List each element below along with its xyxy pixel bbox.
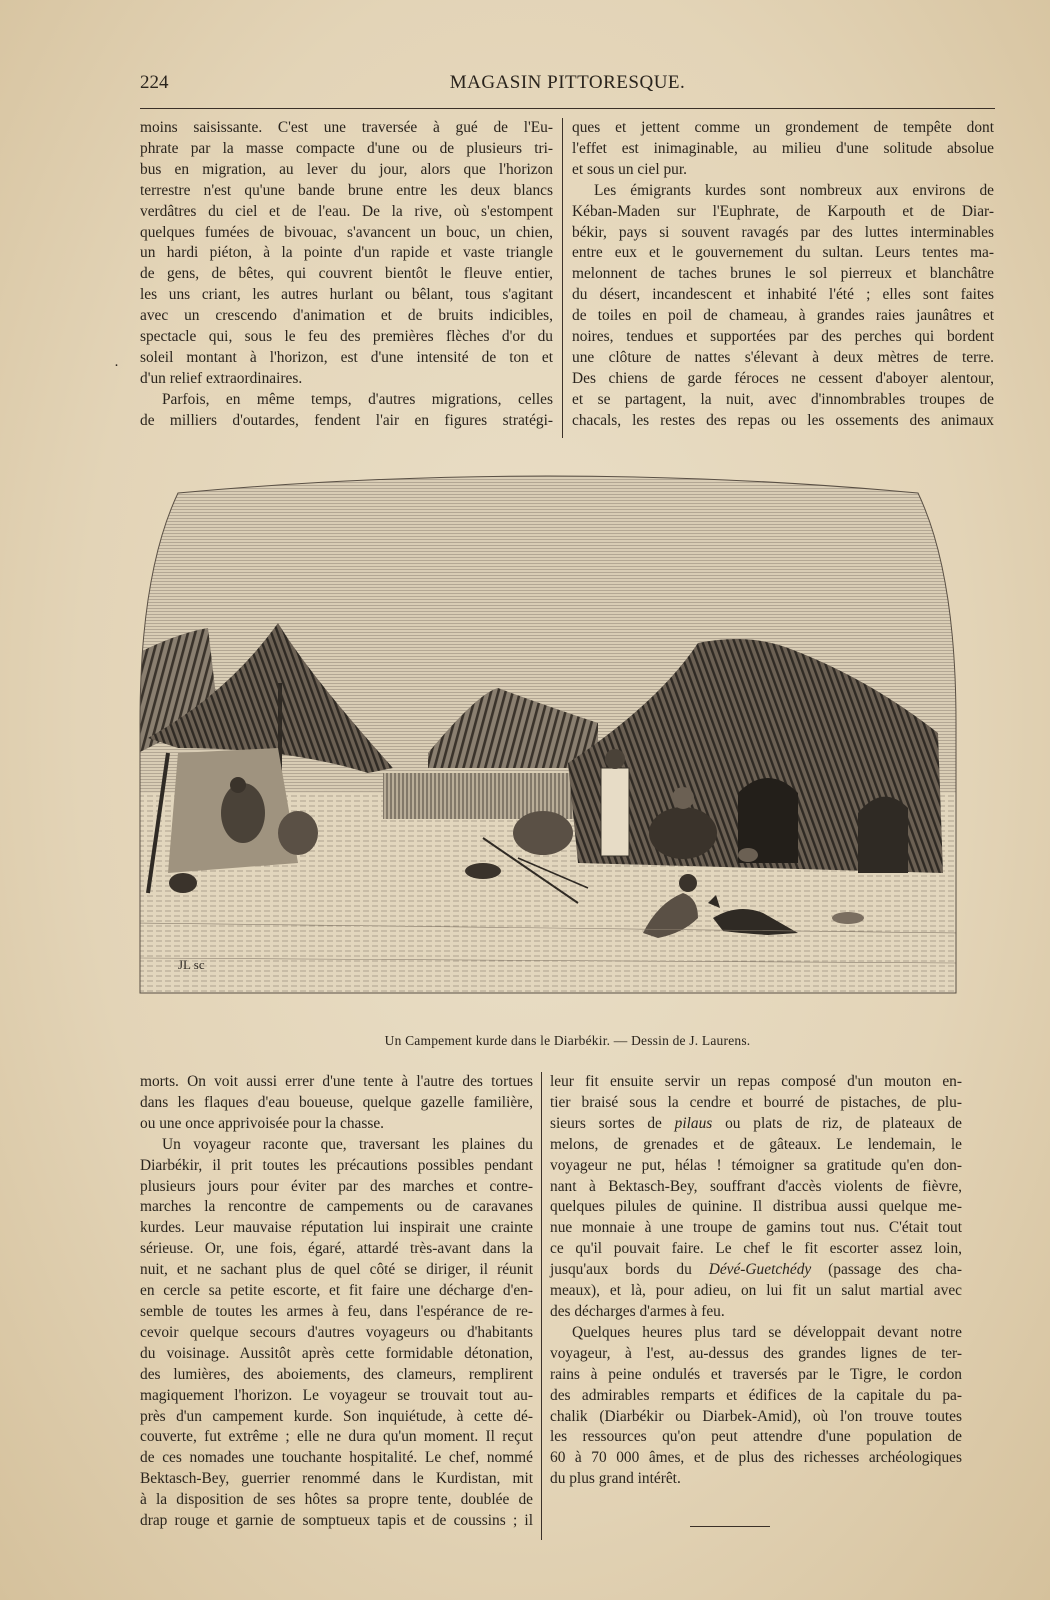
text-line: du voisinage. Aussitôt après cette formidable détonation, <box>140 1344 533 1362</box>
text-line: melons, de grenades et de gâteaux. Le lendemain, le <box>550 1135 962 1153</box>
text-line <box>550 1260 962 1281</box>
text-line: Les émigrants kurdes sont nombreux aux environs de <box>594 181 994 199</box>
text-run: ou plats de riz, de plateaux de <box>712 1114 962 1132</box>
text-line: Parfois, en même temps, d'autres migrations, celles <box>162 390 553 408</box>
text-line: des lumières, des aboiements, des clameurs, remplirent <box>140 1365 533 1383</box>
text-line: près d'un campement kurde. Son inquiétude, à cette dé- <box>140 1407 533 1425</box>
text-line: magiquement l'horizon. Le voyageur se trouvait tout au- <box>140 1386 533 1404</box>
text-line: nant à Bektasch-Bey, souffrant d'accès violents de fièvre, <box>550 1177 962 1195</box>
column-bottom-right <box>550 1072 962 1490</box>
text-line: à la disposition de ses hôtes sa propre tente, doublée de <box>140 1491 533 1509</box>
text-line: voyageur ne put, hélas ! témoigner sa gratitude qu'en don- <box>550 1156 962 1174</box>
text-line: avec un crescendo d'animation et de bruits indicibles, <box>140 307 553 325</box>
text-line: Diarbékir, il prit toutes les précautions possibles pendant <box>140 1156 533 1174</box>
text-line: nue monnaie à une troupe de gamins tout nus. C'était tout <box>550 1219 962 1237</box>
text-line: du désert, incandescent et inhabité l'été ; elles sont faites <box>572 286 994 304</box>
text-line: ou une once apprivoisée pour la chasse. <box>140 1114 385 1132</box>
text-line: de milliers d'outardes, fendent l'air en figures stratégi- <box>140 411 553 429</box>
text-line: verdâtres du ciel et de l'eau. De la rive, où s'estompent <box>140 202 553 220</box>
text-run: sieurs sortes de <box>550 1114 675 1132</box>
text-line: des décharges d'armes à feu. <box>550 1302 725 1320</box>
text-line: des admirables remparts et édifices de la capitale du pa- <box>550 1386 962 1404</box>
text-line <box>550 1114 962 1135</box>
text-line: cevoir quelque secours d'autres voyageurs ou d'habitants <box>140 1323 533 1341</box>
text-line: d'un relief extraordinaires. <box>140 369 303 387</box>
text-line: les uns criant, les autres hurlant ou bêlant, tous s'agitant <box>140 286 553 304</box>
text-line: de toiles en poil de chameau, à grandes raies jaunâtres et <box>572 307 994 325</box>
text-line: Bektasch-Bey, guerrier renommé dans le Kurdistan, mit <box>140 1470 533 1488</box>
text-line: noires, tendues et supportées par des perches qui bordent <box>572 328 994 346</box>
text-line: quelques pilules de quinine. Il distribua aussi quelque me- <box>550 1198 962 1216</box>
text-run-italic: pilaus <box>674 1114 713 1132</box>
text-line: terrestre n'est qu'une bande brune entre les deux blancs <box>140 181 553 199</box>
text-line: et sous un ciel pur. <box>572 160 687 178</box>
page-number: 224 <box>140 72 169 93</box>
text-line: Un voyageur raconte que, traversant les plaines du <box>162 1135 533 1153</box>
text-line: entre eux et le gouvernement du sultan. Leurs tentes ma- <box>572 244 994 262</box>
text-line: drap rouge et garnie de somptueux tapis et de coussins ; il <box>140 1512 533 1530</box>
text-line: nuit, et ne sachant plus de quel côté se diriger, il réunit <box>140 1261 533 1279</box>
text-line: melonnent de taches brunes le sol pierreux et blanchâtre <box>572 265 994 283</box>
text-line: chalik (Diarbékir ou Diarbek-Amid), où l'on trouve toutes <box>550 1407 962 1425</box>
text-line: les ressources qu'on peut attendre d'une population de <box>550 1428 962 1446</box>
text-line: spectacle qui, sous le feu des premières flèches d'or du <box>140 328 553 346</box>
text-line: Des chiens de garde féroces ne cessent d'aboyer alentour, <box>572 369 994 387</box>
text-line: soleil montant à l'horizon, est d'une intensité de ton et <box>140 348 553 366</box>
engraving-illustration <box>138 463 958 1011</box>
text-line: sérieuse. Or, une fois, égaré, attardé très-avant dans la <box>140 1240 533 1258</box>
text-line: leur fit ensuite servir un repas composé d'un mouton en- <box>550 1073 962 1090</box>
text-line: chacals, les restes des repas ou les ossements des animaux <box>572 411 994 429</box>
engraver-signature: JL sc <box>178 957 205 972</box>
text-line: phrate par la masse compacte d'une ou de plusieurs tri- <box>140 139 553 157</box>
column-divider <box>562 118 563 438</box>
column-top-left <box>140 118 553 432</box>
text-line: en cercle sa petite escorte, et fit faire une décharge d'en- <box>140 1282 533 1300</box>
text-line: du plus grand intérêt. <box>550 1470 681 1488</box>
text-line: kurdes. Leur mauvaise réputation lui inspirait une crainte <box>140 1219 533 1237</box>
text-line: rains à peine ondulés et traversés par le Tigre, le cordon <box>550 1365 962 1383</box>
text-line: de ces nomades une touchante hospitalité. Le chef, nommé <box>140 1449 533 1467</box>
text-line: quelques fumées de bivouac, s'avancent un bouc, un chien, <box>140 223 553 241</box>
text-line: ce qu'il pouvait faire. Le chef le fit escorter assez loin, <box>550 1240 962 1258</box>
text-run: jusqu'aux bords du <box>550 1261 709 1279</box>
figure-caption: Un Campement kurde dans le Diarbékir. — Dessin de J. Laurens. <box>384 1033 751 1048</box>
column-top-right <box>572 118 994 432</box>
text-line: et se partagent, la nuit, avec d'innombrables troupes de <box>572 390 994 408</box>
text-line: semble de toutes les armes à feu, dans l'espérance de re- <box>140 1302 533 1320</box>
header-rule <box>140 108 995 109</box>
text-line: morts. On voit aussi errer d'une tente à l'autre des tortues <box>140 1073 533 1090</box>
text-line: un hardi piéton, à la pointe d'un rapide et vaste triangle <box>140 244 553 262</box>
text-run: (passage des cha- <box>811 1261 962 1279</box>
text-line: Kéban-Maden sur l'Euphrate, de Karpouth et de Diar- <box>572 202 994 220</box>
text-line: une clôture de nattes s'élevant à deux mètres de terre. <box>572 348 994 366</box>
article-end-rule <box>690 1526 770 1527</box>
kurdish-camp-engraving <box>138 463 958 1011</box>
text-line: plusieurs jours pour éviter par des marches et contre- <box>140 1177 533 1195</box>
text-line: l'effet est inimaginable, au milieu d'une solitude absolue <box>572 139 994 157</box>
text-line: Quelques heures plus tard se développait devant notre <box>572 1323 962 1341</box>
text-line: békir, pays si souvent ravagés par des luttes interminables <box>572 223 994 241</box>
text-line: moins saisissante. C'est une traversée à gué de l'Eu- <box>140 119 553 136</box>
text-line: marches la rencontre de campements ou de caravanes <box>140 1198 533 1216</box>
text-line: couverte, fut extrême ; elle ne dura qu'un moment. Il reçut <box>140 1428 533 1446</box>
text-line: voyageur, à l'est, au-dessus des grandes lignes de ter- <box>550 1344 962 1362</box>
column-bottom-left <box>140 1072 533 1532</box>
text-run-italic: Dévé-Guetchédy <box>708 1261 812 1279</box>
text-line: tier braisé sous la cendre et bourré de pistaches, de plu- <box>550 1093 962 1111</box>
text-line: de gens, de bêtes, qui couvrent bientôt le fleuve entier, <box>140 265 553 283</box>
running-title: MAGASIN PITTORESQUE. <box>449 72 686 93</box>
text-line: dans les flaques d'eau boueuse, quelque gazelle familière, <box>140 1093 533 1111</box>
text-line: meaux), et là, pour adieu, on lui fit un salut martial avec <box>550 1282 962 1300</box>
text-line: bus en migration, au lever du jour, alors que l'horizon <box>140 160 553 178</box>
page-header <box>140 72 995 106</box>
column-divider <box>541 1072 542 1540</box>
text-line: ques et jettent comme un grondement de tempête dont <box>572 119 994 136</box>
margin-mark: · <box>114 358 119 374</box>
text-line: 60 à 70 000 âmes, et de plus des richesses archéologiques <box>550 1449 962 1467</box>
